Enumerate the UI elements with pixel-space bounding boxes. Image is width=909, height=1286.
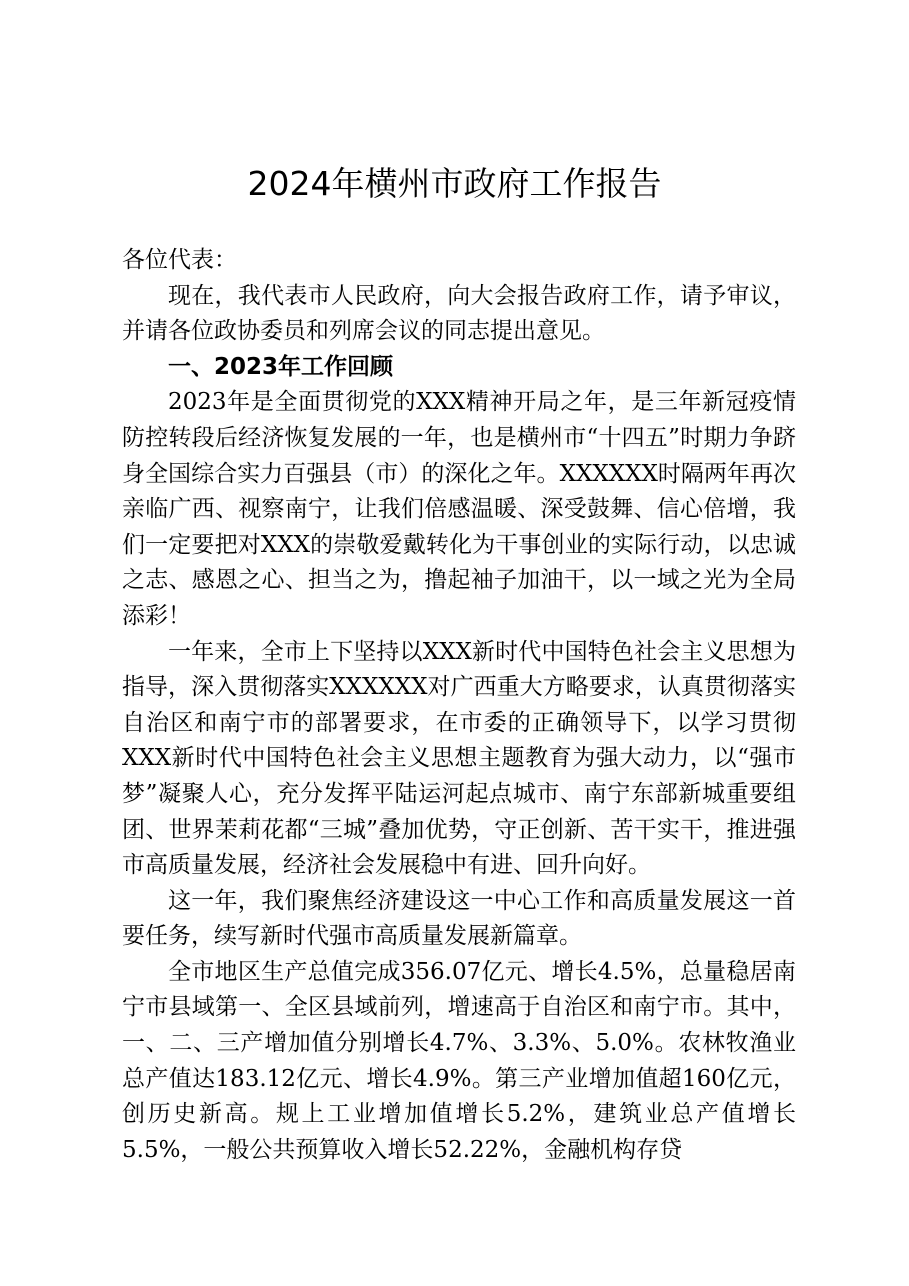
section-heading: 一、2023年工作回顾 — [168, 353, 394, 380]
document-body — [122, 243, 796, 1168]
paragraph-year-summary: 一年来，全市上下坚持以XXX新时代中国特色社会主义思想为指导，深入贯彻落实XXXXXX对广西重大方略要求，认真贯彻落实自治区和南宁市的部署要求，在市委的正确领导下，以学习贯彻XXX新时代中国特色社会主义思想主题教育为强大动力，以“强市梦”凝聚人心，充分发挥平陆运河起点城市、南宁东部新城重要组团、世界茉莉花都“三城”叠加优势，守正创新、苦干实干，推进强市高质量发展，经济社会发展稳中有进、回升向好。 — [122, 638, 796, 879]
document-title: 2024年横州市政府工作报告 — [247, 164, 662, 203]
paragraph-2023-overview: 2023年是全面贯彻党的XXX精神开局之年，是三年新冠疫情防控转段后经济恢复发展的一年，也是横州市“十四五”时期力争跻身全国综合实力百强县（市）的深化之年。XXXXXX时隔两年再次亲临广西、视察南宁，让我们倍感温暖、深受鼓舞、信心倍增，我们一定要把对XXX的崇敬爱戴转化为干事创业的实际行动，以忠诚之志、感恩之心、担当之为，撸起袖子加油干，以一域之光为全局添彩！ — [122, 389, 796, 629]
paragraph-economic-focus: 这一年，我们聚焦经济建设这一中心工作和高质量发展这一首要任务，续写新时代强市高质量发展新篇章。 — [122, 887, 796, 950]
paragraph-gdp-statistics: 全市地区生产总值完成356.07亿元、增长4.5%，总量稳居南宁市县域第一、全区县域前列，增速高于自治区和南宁市。其中，一、二、三产增加值分别增长4.7%、3.3%、5.0%。农林牧渔业总产值达183.12亿元、增长4.9%。第三产业增加值超160亿元，创历史新高。规上工业增加值增长5.2%，建筑业总产值增长5.5%，一般公共预算收入增长52.22%，金融机构存贷 — [122, 958, 796, 1163]
salutation: 各位代表： — [122, 247, 237, 273]
paragraph-opening: 现在，我代表市人民政府，向大会报告政府工作，请予审议，并请各位政协委员和列席会议的同志提出意见。 — [122, 282, 796, 345]
